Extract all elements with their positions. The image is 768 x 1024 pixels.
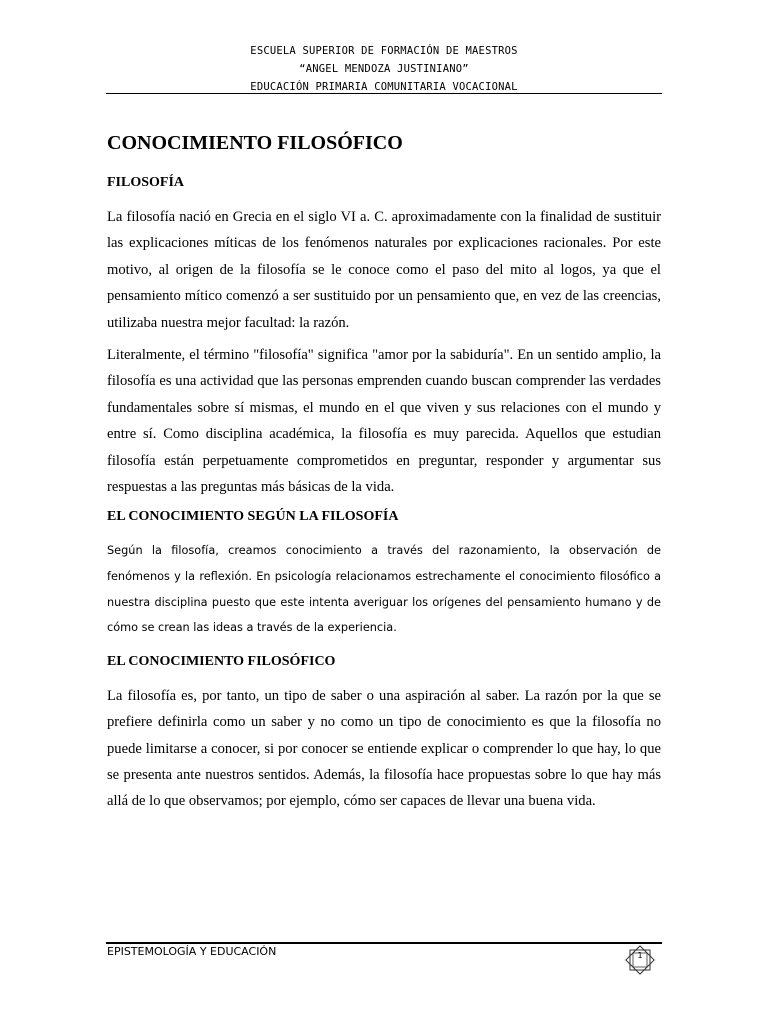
header-divider (106, 93, 662, 94)
page-header (106, 42, 662, 96)
octagram-badge-icon (622, 942, 658, 978)
paragraph: Literalmente, el término "filosofía" significa "amor por la sabiduría". En un sentido amplio, la filosofía es una actividad que las personas emprenden cuando buscan comprender las verdades fundamentales sobre sí mismas, el mundo en el que viven y sus relaciones con el mundo y entre sí. Como disciplina académica, la filosofía es muy parecida. Aquellos que estudian filosofía están perpetuamente comprometidos en preguntar, responder y argumentar sus respuestas a las preguntas más básicas de la vida. (107, 347, 661, 496)
paragraph: Según la filosofía, creamos conocimiento a través del razonamiento, la observación de fenómenos y la reflexión. En psicología relacionamos estrechamente el conocimiento filosófico a nuestra disciplina puesto que este intenta averiguar los orígenes del pensamiento humano y de cómo se crean las ideas a través de la experiencia. (107, 544, 661, 635)
paragraph: La filosofía es, por tanto, un tipo de saber o una aspiración al saber. La razón por la que se prefiere definirla como un saber y no como un tipo de conocimiento es que la filosofía no puede limitarse a conocer, si por conocer se entiende explicar o comprender lo que hay, lo que se presenta ante nuestros sentidos. Además, la filosofía hace propuestas sobre lo que hay más allá de lo que observamos; por ejemplo, cómo ser capaces de llevar una buena vida. (107, 687, 661, 810)
document-body (107, 128, 661, 821)
footer-divider (106, 942, 662, 944)
header-line-institution: ESCUELA SUPERIOR DE FORMACIÓN DE MAESTROS (250, 45, 518, 57)
footer-course-title: EPISTEMOLOGÍA Y EDUCACIÓN (107, 945, 277, 958)
page-number: 1 (637, 951, 643, 960)
section-heading-conocimiento-segun: EL CONOCIMIENTO SEGÚN LA FILOSOFÍA (107, 509, 399, 525)
section-heading-filosofia: FILOSOFÍA (107, 175, 185, 190)
paragraph: La filosofía nació en Grecia en el siglo VI a. C. aproximadamente con la finalidad de sustituir las explicaciones míticas de los fenómenos naturales por explicaciones racionales. Por este motivo, al origen de la filosofía se le conoce como el paso del mito al logos, ya que el pensamiento mítico comenzó a ser sustituido por un pensamiento que, en vez de las creencias, utilizaba nuestra mejor facultad: la razón. (107, 209, 661, 331)
section-heading-conocimiento-filosofico: EL CONOCIMIENTO FILOSÓFICO (107, 653, 336, 669)
document-title: CONOCIMIENTO FILOSÓFICO (107, 132, 403, 154)
header-line-name: “ANGEL MENDOZA JUSTINIANO” (299, 63, 469, 75)
header-line-program: EDUCACIÓN PRIMARIA COMUNITARIA VOCACIONAL (250, 81, 518, 93)
